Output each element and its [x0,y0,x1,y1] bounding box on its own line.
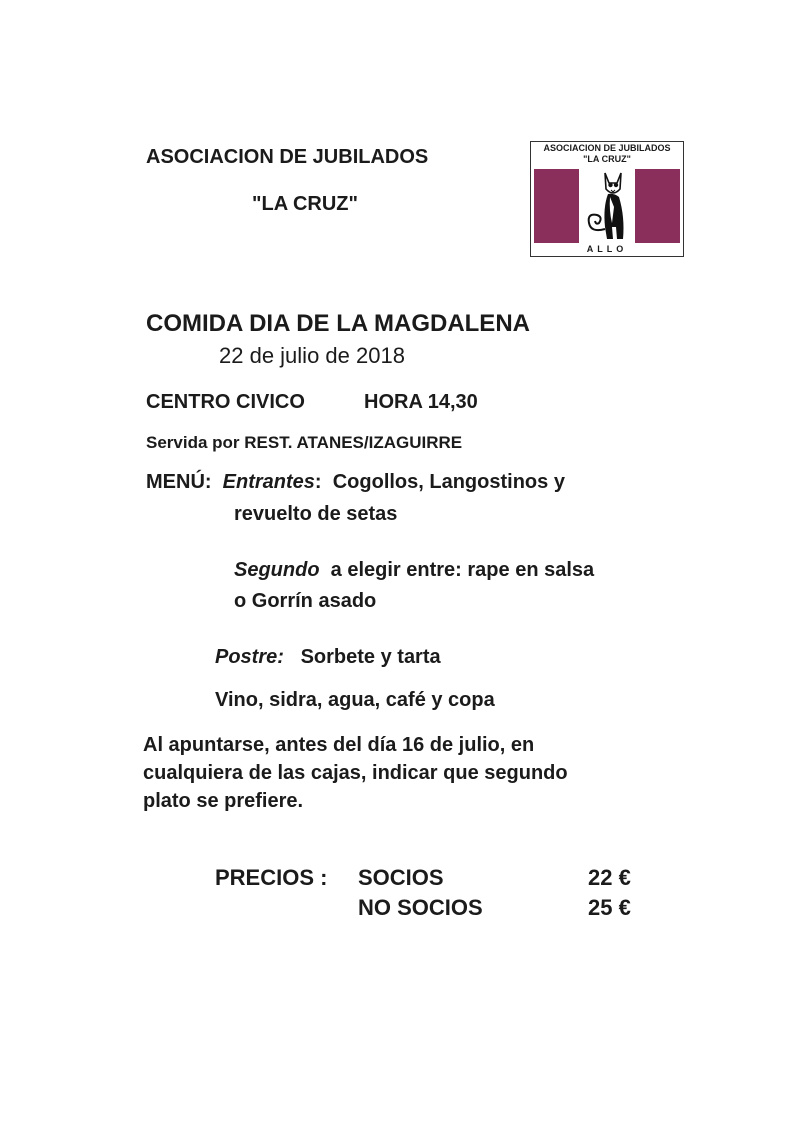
dessert-items: Sorbete y tarta [300,646,441,668]
event-time: HORA 14,30 [364,391,478,413]
menu-label: MENÚ: [146,471,212,493]
dessert-label: Postre: [215,646,284,668]
logo-town: ALLO [586,244,628,254]
cat-icon [583,167,633,245]
starters-items: Cogollos, Langostinos y [332,471,565,493]
signup-note-line2: cualquiera de las cajas, indicar que segundo [143,762,568,784]
event-date: 22 de julio de 2018 [219,343,405,368]
event-place: CENTRO CIVICO [146,391,305,413]
menu-dessert-line [215,646,441,669]
menu-starters-line [146,471,565,494]
menu-second-line [234,559,594,582]
event-caterer: Servida por REST. ATANES/IZAGUIRRE [146,433,463,452]
second-items-cont: o Gorrín asado [234,590,377,612]
starters-items-cont: revuelto de setas [234,503,398,525]
association-logo [530,141,684,257]
second-items: a elegir entre: rape en salsa [330,559,595,581]
logo-title: ASOCIACION DE JUBILADOS [543,143,671,153]
signup-note-line1: Al apuntarse, antes del día 16 de julio, en [143,734,535,756]
association-subname: "LA CRUZ" [252,193,358,215]
association-name: ASOCIACION DE JUBILADOS [146,146,429,168]
non-members-price: 25 € [588,895,631,920]
members-price: 22 € [588,865,631,890]
logo-subtitle: "LA CRUZ" [583,154,631,164]
event-title: COMIDA DIA DE LA MAGDALENA [146,310,530,337]
menu-drinks: Vino, sidra, agua, café y copa [215,689,495,711]
logo-right-band [635,169,680,243]
second-label: Segundo [234,559,320,581]
prices-label: PRECIOS : [215,865,328,890]
starters-separator: : [314,471,322,493]
members-label: SOCIOS [358,865,444,890]
starters-label: Entrantes [222,471,315,493]
signup-note-line3: plato se prefiere. [143,790,304,812]
logo-left-band [534,169,579,243]
non-members-label: NO SOCIOS [358,895,483,920]
